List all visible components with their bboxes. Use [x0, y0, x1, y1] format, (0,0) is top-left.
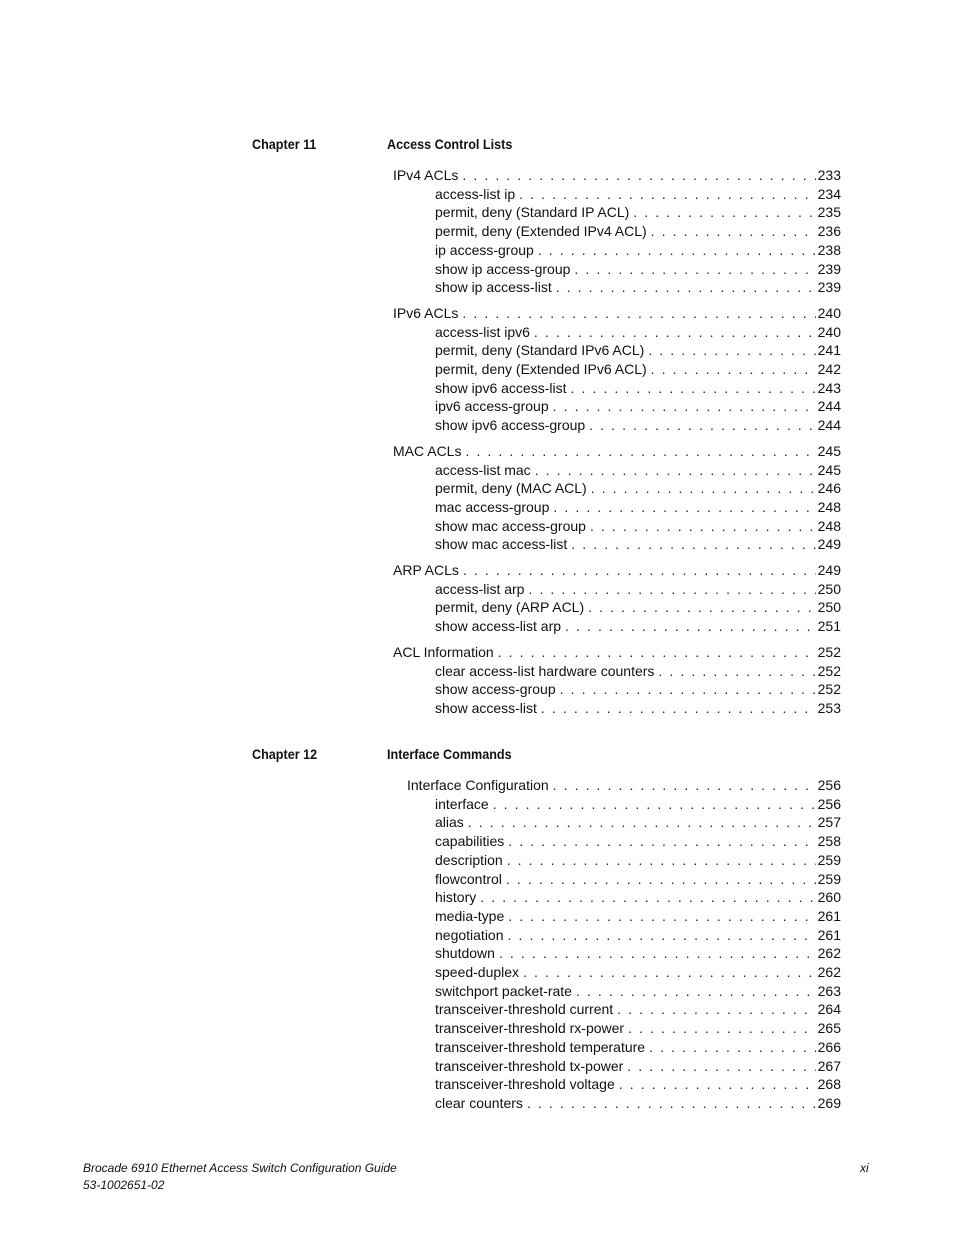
- dot-leader: [538, 241, 816, 260]
- toc-entry-title: show access-group: [435, 680, 560, 699]
- toc-entry[interactable]: [0, 241, 954, 260]
- toc-page-number: 245: [817, 461, 841, 478]
- toc-entry[interactable]: [0, 944, 954, 963]
- toc-entry-title: permit, deny (Standard IP ACL): [435, 203, 633, 222]
- toc-page-number: 245: [817, 442, 841, 459]
- toc-page-number: 236: [817, 223, 841, 240]
- toc-entry[interactable]: [0, 323, 954, 342]
- toc-entry-title: speed-duplex: [435, 963, 523, 982]
- toc-page-number: 259: [817, 870, 841, 887]
- toc-entry-title: permit, deny (Extended IPv4 ACL): [435, 222, 651, 241]
- toc-entry[interactable]: [0, 643, 954, 662]
- toc-entry[interactable]: [0, 888, 954, 907]
- toc-entry[interactable]: [0, 870, 954, 889]
- toc-entry-title: show ip access-list: [435, 278, 556, 297]
- toc-entry[interactable]: [0, 813, 954, 832]
- toc-entry[interactable]: [0, 1075, 954, 1094]
- toc-page-number: 238: [817, 241, 841, 258]
- toc-entry[interactable]: [0, 304, 954, 323]
- toc-page-number: 243: [817, 379, 841, 396]
- toc-entry[interactable]: [0, 963, 954, 982]
- toc-entry[interactable]: [0, 1019, 954, 1038]
- toc-entry-title: clear access-list hardware counters: [435, 662, 658, 681]
- dot-leader: [591, 479, 816, 498]
- toc-page-number: 253: [817, 699, 841, 716]
- toc-entry-title: shutdown: [435, 944, 499, 963]
- toc-page-number: 233: [817, 167, 841, 183]
- toc-page-number: 262: [817, 964, 841, 980]
- toc-page-number: 251: [817, 618, 841, 635]
- toc-page-number: 268: [817, 1076, 841, 1093]
- toc-entry[interactable]: [0, 832, 954, 851]
- chapter-label: Chapter 11: [252, 136, 317, 152]
- toc-entry-title: mac access-group: [435, 498, 553, 517]
- toc-page-number: 244: [817, 417, 841, 434]
- toc-entry[interactable]: [0, 561, 954, 580]
- toc-entry-title: show access-list arp: [435, 617, 565, 636]
- toc-entry[interactable]: [0, 461, 954, 480]
- toc-entry[interactable]: [0, 535, 954, 554]
- toc-entry-title: transceiver-threshold rx-power: [435, 1019, 628, 1038]
- toc-page-number: 256: [817, 795, 841, 812]
- dot-leader: [590, 517, 816, 536]
- toc-entry-title: access-list ipv6: [435, 323, 534, 342]
- toc-entry-title: show ip access-group: [435, 260, 574, 279]
- toc-entry-title: negotiation: [435, 926, 508, 945]
- dot-leader: [493, 795, 816, 814]
- toc-entry-title: Interface Configuration: [407, 776, 553, 795]
- toc-entry[interactable]: [0, 926, 954, 945]
- toc-entry[interactable]: [0, 278, 954, 297]
- dot-leader: [463, 561, 816, 580]
- toc-entry-title: show mac access-group: [435, 517, 590, 536]
- toc-entry-title: transceiver-threshold voltage: [435, 1075, 619, 1094]
- toc-entry[interactable]: [0, 397, 954, 416]
- toc-page-number: 250: [817, 580, 841, 597]
- toc-entry[interactable]: [0, 479, 954, 498]
- toc-page-number: 265: [817, 1020, 841, 1037]
- toc-entry-title: transceiver-threshold current: [435, 1000, 617, 1019]
- dot-leader: [508, 907, 815, 926]
- toc-entry-title: permit, deny (ARP ACL): [435, 598, 588, 617]
- dot-leader: [553, 498, 815, 517]
- toc-entry[interactable]: [0, 907, 954, 926]
- dot-leader: [498, 643, 816, 662]
- dot-leader: [574, 260, 815, 279]
- toc-entry-title: transceiver-threshold tx-power: [435, 1057, 627, 1076]
- toc-entry[interactable]: [0, 1038, 954, 1057]
- dot-leader: [565, 617, 816, 636]
- chapter-heading: [0, 136, 954, 158]
- toc-entry[interactable]: [0, 1000, 954, 1019]
- dot-leader: [523, 963, 816, 982]
- dot-leader: [649, 1038, 816, 1057]
- dot-leader: [619, 1075, 816, 1094]
- toc-entry[interactable]: [0, 442, 954, 461]
- chapter-heading: [0, 746, 954, 768]
- toc-entry[interactable]: [0, 598, 954, 617]
- chapter-label: Chapter 12: [252, 746, 318, 762]
- dot-leader: [571, 535, 815, 554]
- toc-page-number: 235: [817, 204, 841, 221]
- toc-entry-title: permit, deny (Standard IPv6 ACL): [435, 341, 648, 360]
- toc-page-number: 252: [817, 681, 841, 698]
- toc-page-number: 234: [817, 185, 841, 202]
- dot-leader: [462, 166, 815, 185]
- toc-entry-title: history: [435, 888, 480, 907]
- dot-leader: [506, 870, 816, 889]
- dot-leader: [465, 442, 815, 461]
- toc-page-number: 258: [817, 833, 841, 850]
- toc-entry[interactable]: [0, 360, 954, 379]
- dot-leader: [527, 1094, 816, 1113]
- dot-leader: [553, 776, 816, 795]
- dot-leader: [468, 813, 816, 832]
- footer-title: Brocade 6910 Ethernet Access Switch Configuration Guide: [83, 1161, 397, 1175]
- toc-entry-title: permit, deny (MAC ACL): [435, 479, 591, 498]
- dot-leader: [648, 341, 815, 360]
- dot-leader: [658, 662, 815, 681]
- toc-page-number: 252: [817, 662, 841, 679]
- toc-page-number: 240: [817, 304, 841, 321]
- toc-entry-title: capabilities: [435, 832, 508, 851]
- dot-leader: [534, 323, 816, 342]
- dot-leader: [508, 832, 815, 851]
- dot-leader: [507, 851, 816, 870]
- dot-leader: [508, 926, 816, 945]
- chapter-title: Access Control Lists: [387, 136, 513, 152]
- toc-entry[interactable]: [0, 982, 954, 1001]
- toc-entry-title: flowcontrol: [435, 870, 506, 889]
- dot-leader: [553, 397, 816, 416]
- toc-entry-title: ARP ACLs: [393, 561, 463, 580]
- toc-entry-title: interface: [435, 795, 493, 814]
- toc-entry[interactable]: [0, 379, 954, 398]
- toc-page-number: 261: [817, 926, 841, 943]
- toc-page-number: 252: [817, 643, 841, 660]
- toc-page-number: 264: [817, 1001, 841, 1018]
- dot-leader: [651, 222, 816, 241]
- toc-entry-title: permit, deny (Extended IPv6 ACL): [435, 360, 651, 379]
- toc-entry-title: transceiver-threshold temperature: [435, 1038, 649, 1057]
- footer-doc-number: 53-1002651-02: [83, 1178, 165, 1192]
- toc-page-number: 248: [817, 498, 841, 515]
- dot-leader: [589, 416, 815, 435]
- toc-entry-title: alias: [435, 813, 468, 832]
- toc-page-number: 249: [817, 536, 841, 553]
- toc-page-number: 244: [817, 398, 841, 415]
- toc-entry[interactable]: [0, 699, 954, 718]
- toc-entry[interactable]: [0, 776, 954, 795]
- toc-entry-title: media-type: [435, 907, 508, 926]
- dot-leader: [627, 1057, 815, 1076]
- toc-page-number: 257: [817, 814, 841, 831]
- dot-leader: [519, 185, 816, 204]
- dot-leader: [462, 304, 815, 323]
- toc-page-number: 260: [817, 889, 841, 906]
- toc-page-number: 242: [817, 361, 841, 377]
- toc-entry[interactable]: [0, 222, 954, 241]
- dot-leader: [480, 888, 815, 907]
- toc-entry-title: show mac access-list: [435, 535, 571, 554]
- dot-leader: [535, 461, 816, 480]
- toc-page-number: 248: [817, 517, 841, 534]
- toc-entry[interactable]: [0, 166, 954, 185]
- dot-leader: [571, 379, 816, 398]
- toc-page-number: 239: [817, 279, 841, 296]
- toc-page-number: 250: [817, 599, 841, 616]
- toc-page-number: 241: [817, 342, 841, 359]
- toc-entry-title: switchport packet-rate: [435, 982, 576, 1001]
- footer-page-number: xi: [860, 1161, 869, 1175]
- toc-entry-title: show access-list: [435, 699, 541, 718]
- dot-leader: [528, 580, 815, 599]
- toc-entry[interactable]: [0, 795, 954, 814]
- dot-leader: [499, 944, 816, 963]
- toc-page-number: 246: [817, 480, 841, 497]
- toc-page-number: 239: [817, 260, 841, 277]
- toc-entry[interactable]: [0, 680, 954, 699]
- toc-page-number: 263: [817, 982, 841, 999]
- chapter-title: Interface Commands: [387, 746, 512, 762]
- toc-page-number: 249: [817, 562, 841, 578]
- toc-entry-title: IPv4 ACLs: [393, 166, 462, 185]
- dot-leader: [560, 680, 816, 699]
- toc-entry[interactable]: [0, 851, 954, 870]
- toc-page-number: 256: [817, 777, 841, 793]
- dot-leader: [576, 982, 816, 1001]
- toc-entry[interactable]: [0, 517, 954, 536]
- toc-page-number: 262: [817, 945, 841, 962]
- toc-entry[interactable]: [0, 498, 954, 517]
- toc-entry-title: ipv6 access-group: [435, 397, 553, 416]
- toc-entry-title: clear counters: [435, 1094, 527, 1113]
- toc-entry-title: MAC ACLs: [393, 442, 465, 461]
- toc-page-number: 269: [817, 1094, 841, 1111]
- toc-entry[interactable]: [0, 416, 954, 435]
- toc-entry-title: show ipv6 access-list: [435, 379, 571, 398]
- toc-entry[interactable]: [0, 580, 954, 599]
- toc-entry[interactable]: [0, 341, 954, 360]
- dot-leader: [556, 278, 816, 297]
- toc-page-number: 266: [817, 1038, 841, 1055]
- dot-leader: [633, 203, 815, 222]
- toc-entry[interactable]: [0, 1057, 954, 1076]
- toc-entry[interactable]: [0, 662, 954, 681]
- toc-entry[interactable]: [0, 617, 954, 636]
- dot-leader: [617, 1000, 815, 1019]
- toc-entry-title: ACL Information: [393, 643, 498, 662]
- toc-entry-title: access-list arp: [435, 580, 528, 599]
- toc-page-number: 261: [817, 907, 841, 924]
- toc-entry-title: ip access-group: [435, 241, 538, 260]
- toc-page-number: 267: [817, 1057, 841, 1074]
- toc-entry-title: access-list mac: [435, 461, 535, 480]
- toc-entry[interactable]: [0, 1094, 954, 1113]
- toc-page-number: 259: [817, 851, 841, 868]
- toc-entry[interactable]: [0, 185, 954, 204]
- dot-leader: [588, 598, 816, 617]
- toc-entry[interactable]: [0, 203, 954, 222]
- toc-page-number: 240: [817, 323, 841, 340]
- toc-entry-title: IPv6 ACLs: [393, 304, 462, 323]
- toc-entry[interactable]: [0, 260, 954, 279]
- toc-entry-title: show ipv6 access-group: [435, 416, 589, 435]
- dot-leader: [541, 699, 816, 718]
- toc-entry-title: access-list ip: [435, 185, 519, 204]
- dot-leader: [628, 1019, 816, 1038]
- toc-entry-title: description: [435, 851, 507, 870]
- dot-leader: [651, 360, 816, 379]
